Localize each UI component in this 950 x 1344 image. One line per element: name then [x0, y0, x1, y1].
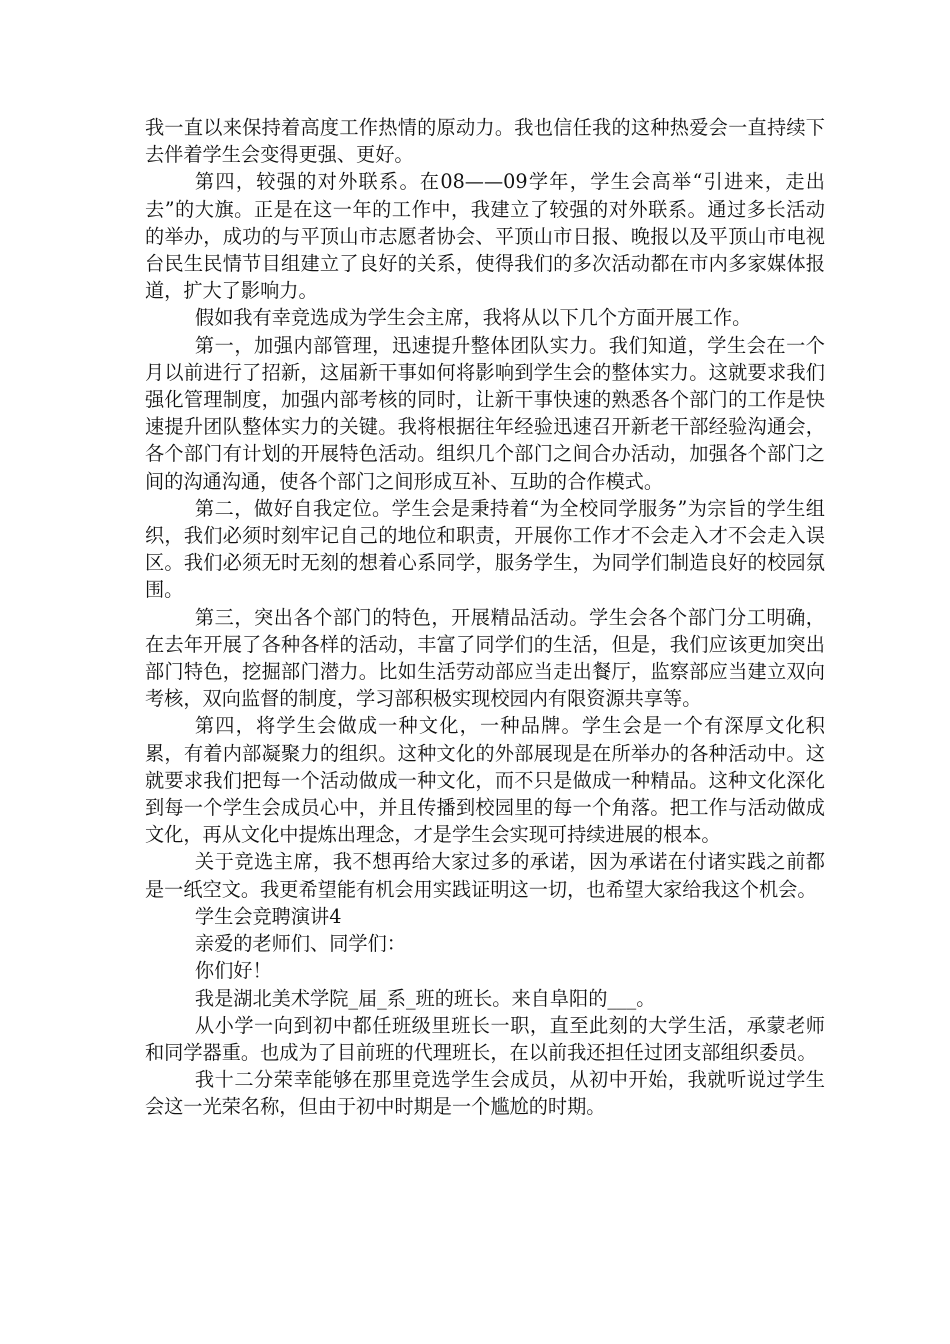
paragraph-honored: 我十二分荣幸能够在那里竞选学生会成员，从初中开始，我就听说过学生会这一光荣名称，但由于初中时期是一个尴尬的时期。	[145, 1068, 825, 1119]
salutation: 亲爱的老师们、同学们：	[194, 932, 406, 956]
paragraph-external-relations: 第四，较强的对外联系。在08——09学年，学生会高举“引进来，走出去”的大旗。正是在这一年的工作中，我建立了较强的对外联系。通过多长活动的举办，成功的与平顶山市志愿者协会、平顶山市日报、晚报以及平顶山市电视台民生民情节目组建立了良好的关系，使得我们的多次活动都在市内多家媒体报道，扩大了影响力。	[145, 170, 825, 303]
paragraph-if-elected: 假如我有幸竞选成为学生会主席，我将从以下几个方面开展工作。	[194, 306, 752, 330]
self-introduction: 我是湖北美术学院_届_系_班的班长。来自阜阳的___。	[194, 986, 656, 1010]
paragraph-culture-brand: 第四，将学生会做成一种文化，一种品牌。学生会是一个有深厚文化积累，有着内部凝聚力的组织。这种文化的外部展现是在所举办的各种活动中。这就要求我们把每一个活动做成一种文化，而不只是做成一种精品。这种文化深化到每一个学生会成员心中，并且传播到校园里的每一个角落。把工作与活动做成文化，再从文化中提炼出理念，才是学生会实现可持续进展的根本。	[145, 714, 825, 847]
paragraph-internal-management: 第一，加强内部管理，迅速提升整体团队实力。我们知道，学生会在一个月以前进行了招新，这届新干事如何将影响到学生会的整体实力。这就要求我们强化管理制度，加强内部考核的同时，让新干事快速的熟悉各个部门的工作是快速提升团队整体实力的关键。我将根据往年经验迅速召开新老干部经验沟通会，各个部门有计划的开展特色活动。组织几个部门之间合办活动，加强各个部门之间的沟通沟通，使各个部门之间形成互补、互助的合作模式。	[145, 333, 825, 493]
paragraph-experience: 从小学一向到初中都任班级里班长一职，直至此刻的大学生活，承蒙老师和同学器重。也成为了目前班的代理班长，在以前我还担任过团支部组织委员。	[145, 1013, 825, 1064]
paragraph-self-positioning: 第二，做好自我定位。学生会是秉持着“为全校同学服务”为宗旨的学生组织，我们必须时刻牢记自己的地位和职责，开展你工作才不会走入才不会走入误区。我们必须无时无刻的想着心系同学，服务学生，为同学们制造良好的校园氛围。	[145, 496, 825, 602]
paragraph-continuation: 我一直以来保持着高度工作热情的原动力。我也信任我的这种热爱会一直持续下去伴着学生会变得更强、更好。	[145, 116, 825, 167]
paragraph-closing: 关于竞选主席，我不想再给大家过多的承诺，因为承诺在付诸实践之前都是一纸空文。我更希望能有机会用实践证明这一切，也希望大家给我这个机会。	[145, 850, 825, 901]
paragraph-department-features: 第三，突出各个部门的特色，开展精品活动。学生会各个部门分工明确，在去年开展了各种各样的活动，丰富了同学们的生活，但是，我们应该更加突出部门特色，挖掘部门潜力。比如生活劳动部应当走出餐厅，监察部应当建立双向考核，双向监督的制度，学习部积极实现校园内有限资源共享等。	[145, 605, 825, 711]
greeting: 你们好！	[194, 959, 272, 983]
section-heading: 学生会竞聘演讲4	[194, 904, 342, 928]
document-page	[145, 114, 825, 1121]
